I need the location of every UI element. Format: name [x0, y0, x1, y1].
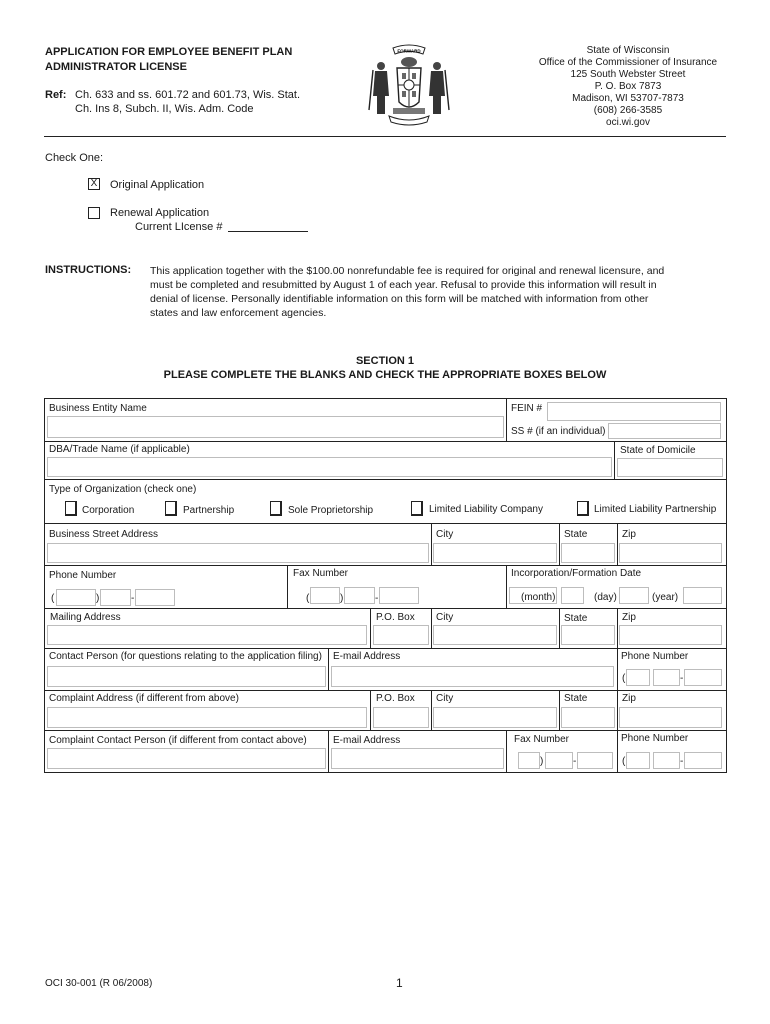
- dba-label: DBA/Trade Name (if applicable): [49, 444, 190, 455]
- po-box-label: P.O. Box: [376, 612, 415, 623]
- partnership-label: Partnership: [183, 505, 235, 516]
- corporation-label: Corporation: [82, 505, 135, 516]
- original-application-checkbox[interactable]: X: [88, 178, 100, 190]
- business-entity-name-input[interactable]: [47, 416, 504, 438]
- header-divider: [44, 136, 726, 137]
- divider: [617, 608, 618, 648]
- current-license-field[interactable]: [228, 231, 308, 232]
- complaint-contact-label: Complaint Contact Person (if different from contact above): [49, 735, 307, 746]
- fax-dash: -: [375, 593, 379, 604]
- month-label: (month): [521, 592, 556, 603]
- divider: [45, 730, 726, 731]
- page-number: 1: [396, 976, 403, 990]
- llp-checkbox[interactable]: [577, 501, 589, 516]
- agency-line: Madison, WI 53707-7873: [572, 93, 684, 104]
- divider: [45, 441, 726, 442]
- contact-person-input[interactable]: [47, 666, 326, 687]
- seal-text: FORWARD: [397, 48, 421, 54]
- mailing-zip-input[interactable]: [619, 625, 722, 645]
- contact-phone-paren-open: (: [622, 673, 626, 684]
- mailing-address-label: Mailing Address: [50, 612, 121, 623]
- form-title-line1: APPLICATION FOR EMPLOYEE BENEFIT PLAN: [45, 46, 293, 58]
- mailing-city-input[interactable]: [433, 625, 557, 645]
- phone-line-input[interactable]: [135, 589, 175, 606]
- phone-number-label: Phone Number: [49, 570, 117, 581]
- incorporation-date-label: Incorporation/Formation Date: [511, 568, 642, 579]
- business-street-address-label: Business Street Address: [49, 529, 158, 540]
- divider: [45, 690, 726, 691]
- complaint-zip-label: Zip: [622, 693, 636, 704]
- phone-prefix-input[interactable]: [100, 589, 131, 606]
- fax-prefix-input[interactable]: [344, 587, 375, 604]
- fax-paren-open: (: [306, 593, 310, 604]
- divider: [617, 523, 618, 565]
- ref-line2: Ch. Ins 8, Subch. II, Wis. Adm. Code: [75, 103, 254, 115]
- divider: [431, 523, 432, 565]
- complaint-phone-label: Phone Number: [621, 733, 689, 744]
- current-license-label: Current LIcense #: [135, 221, 223, 233]
- ref-label: Ref:: [45, 89, 67, 101]
- divider: [559, 608, 560, 648]
- zip-label: Zip: [622, 529, 636, 540]
- agency-line: 125 South Webster Street: [570, 69, 686, 80]
- complaint-fax-label: Fax Number: [514, 734, 570, 745]
- contact-person-label: Contact Person (for questions relating to the application filing): [49, 651, 322, 662]
- mailing-zip-label: Zip: [622, 612, 636, 623]
- divider: [431, 608, 432, 648]
- section-subheading: PLEASE COMPLETE THE BLANKS AND CHECK THE APPROPRIATE BOXES BELOW: [163, 369, 607, 381]
- day-label: (day): [594, 592, 617, 603]
- business-street-address-input[interactable]: [47, 543, 429, 563]
- city-label: City: [436, 529, 454, 540]
- complaint-po-box-input[interactable]: [373, 707, 429, 728]
- complaint-address-label: Complaint Address (if different from above): [49, 693, 239, 704]
- type-of-organization-label: Type of Organization (check one): [49, 484, 197, 495]
- phone-dash: -: [131, 593, 135, 604]
- instructions-text: This application together with the $100.00 nonrefundable fee is required for original and renewal licensure, and: [150, 265, 665, 277]
- divider: [617, 730, 618, 772]
- divider: [370, 690, 371, 730]
- contact-phone-area-input[interactable]: [626, 669, 650, 686]
- complaint-city-label: City: [436, 693, 454, 704]
- complaint-zip-input[interactable]: [619, 707, 722, 728]
- renewal-application-label: Renewal Application: [110, 207, 210, 219]
- ss-label: SS # (if an individual): [511, 426, 606, 437]
- complaint-fax-area-input[interactable]: [518, 752, 540, 769]
- complaint-email-input[interactable]: [331, 748, 504, 769]
- state-input[interactable]: [561, 543, 615, 563]
- fax-number-label: Fax Number: [293, 568, 349, 579]
- business-entity-name-label: Business Entity Name: [49, 403, 147, 414]
- ss-input[interactable]: [608, 423, 721, 439]
- zip-input[interactable]: [619, 543, 722, 563]
- complaint-state-input[interactable]: [561, 707, 615, 728]
- fax-line-input[interactable]: [379, 587, 419, 604]
- contact-phone-dash: -: [680, 673, 684, 684]
- email-input[interactable]: [331, 666, 614, 687]
- divider: [506, 565, 507, 608]
- divider: [328, 730, 329, 772]
- mailing-city-label: City: [436, 612, 454, 623]
- complaint-phone-paren-open: (: [622, 756, 626, 767]
- divider: [559, 523, 560, 565]
- fein-input[interactable]: [547, 402, 721, 421]
- complaint-phone-area-input[interactable]: [626, 752, 650, 769]
- complaint-contact-input[interactable]: [47, 748, 326, 769]
- phone-area-code-input[interactable]: [56, 589, 96, 606]
- incorporation-day-input[interactable]: [561, 587, 584, 604]
- complaint-email-label: E-mail Address: [333, 735, 401, 746]
- ref-line1: Ch. 633 and ss. 601.72 and 601.73, Wis. Stat.: [75, 89, 301, 101]
- contact-phone-label: Phone Number: [621, 651, 689, 662]
- divider: [506, 399, 507, 441]
- original-application-label: Original Application: [110, 179, 205, 191]
- divider: [617, 648, 618, 690]
- sole-proprietorship-checkbox[interactable]: [270, 501, 282, 516]
- instructions-text: must be completed and resubmitted by August 1 of each year. Refusal to provide this information will result in: [150, 279, 657, 291]
- city-input[interactable]: [433, 543, 557, 563]
- complaint-phone-line-input[interactable]: [684, 752, 722, 769]
- divider: [45, 648, 726, 649]
- phone-paren-open: (: [51, 593, 55, 604]
- state-label: State: [564, 529, 588, 540]
- agency-line: P. O. Box 7873: [594, 81, 662, 92]
- agency-line: (608) 266-3585: [593, 105, 663, 116]
- divider: [45, 523, 726, 524]
- contact-phone-line-input[interactable]: [684, 669, 722, 686]
- renewal-application-checkbox[interactable]: [88, 207, 100, 219]
- po-box-input[interactable]: [373, 625, 429, 645]
- divider: [614, 441, 615, 479]
- divider: [559, 690, 560, 730]
- complaint-state-label: State: [564, 693, 588, 704]
- form-title-line2: ADMINISTRATOR LICENSE: [45, 61, 187, 73]
- fax-paren-close: ): [340, 593, 344, 604]
- form-number: OCI 30-001 (R 06/2008): [45, 978, 153, 989]
- complaint-po-box-label: P.O. Box: [376, 693, 415, 704]
- wisconsin-seal-icon: [363, 40, 455, 128]
- divider: [45, 565, 726, 566]
- complaint-city-input[interactable]: [433, 707, 557, 728]
- complaint-address-input[interactable]: [47, 707, 367, 728]
- divider: [506, 730, 507, 772]
- complaint-fax-dash: -: [573, 756, 577, 767]
- mailing-address-input[interactable]: [47, 625, 367, 645]
- email-label: E-mail Address: [333, 651, 401, 662]
- partnership-checkbox[interactable]: [165, 501, 177, 516]
- incorporation-year-input[interactable]: [683, 587, 722, 604]
- instructions-text: denial of license. Personally identifiable information on this form will be matched with information from other: [150, 293, 649, 305]
- agency-line: State of Wisconsin: [586, 45, 670, 56]
- complaint-fax-line-input[interactable]: [577, 752, 613, 769]
- complaint-fax-paren-close: ): [540, 756, 544, 767]
- divider: [287, 565, 288, 608]
- contact-phone-prefix-input[interactable]: [653, 669, 680, 686]
- complaint-phone-dash: -: [680, 756, 684, 767]
- instructions-text: states and law enforcement agencies.: [150, 307, 327, 319]
- llc-label: Limited Liability Company: [429, 504, 543, 515]
- year-label: (year): [652, 592, 679, 603]
- mailing-state-label: State: [564, 613, 588, 624]
- agency-website: oci.wi.gov: [606, 117, 650, 128]
- state-of-domicile-input[interactable]: [617, 458, 723, 477]
- fein-label: FEIN #: [511, 403, 543, 414]
- divider: [45, 479, 726, 480]
- divider: [45, 608, 726, 609]
- divider: [617, 690, 618, 730]
- divider: [328, 648, 329, 690]
- state-of-domicile-label: State of Domicile: [620, 445, 696, 456]
- llp-label: Limited Liability Partnership: [594, 504, 717, 515]
- divider: [370, 608, 371, 648]
- section-heading: SECTION 1: [355, 355, 415, 367]
- complaint-phone-prefix-input[interactable]: [653, 752, 680, 769]
- mailing-state-input[interactable]: [561, 625, 615, 645]
- dba-input[interactable]: [47, 457, 612, 477]
- corporation-checkbox[interactable]: [65, 501, 77, 516]
- phone-paren-close: ): [96, 593, 100, 604]
- incorporation-day-input-2[interactable]: [619, 587, 649, 604]
- complaint-fax-prefix-input[interactable]: [545, 752, 573, 769]
- check-one-label: Check One:: [45, 152, 104, 164]
- fax-area-code-input[interactable]: [310, 587, 340, 604]
- agency-line: Office of the Commissioner of Insurance: [538, 57, 718, 68]
- sole-proprietorship-label: Sole Proprietorship: [288, 505, 374, 516]
- divider: [431, 690, 432, 730]
- llc-checkbox[interactable]: [411, 501, 423, 516]
- instructions-label: INSTRUCTIONS:: [45, 264, 132, 276]
